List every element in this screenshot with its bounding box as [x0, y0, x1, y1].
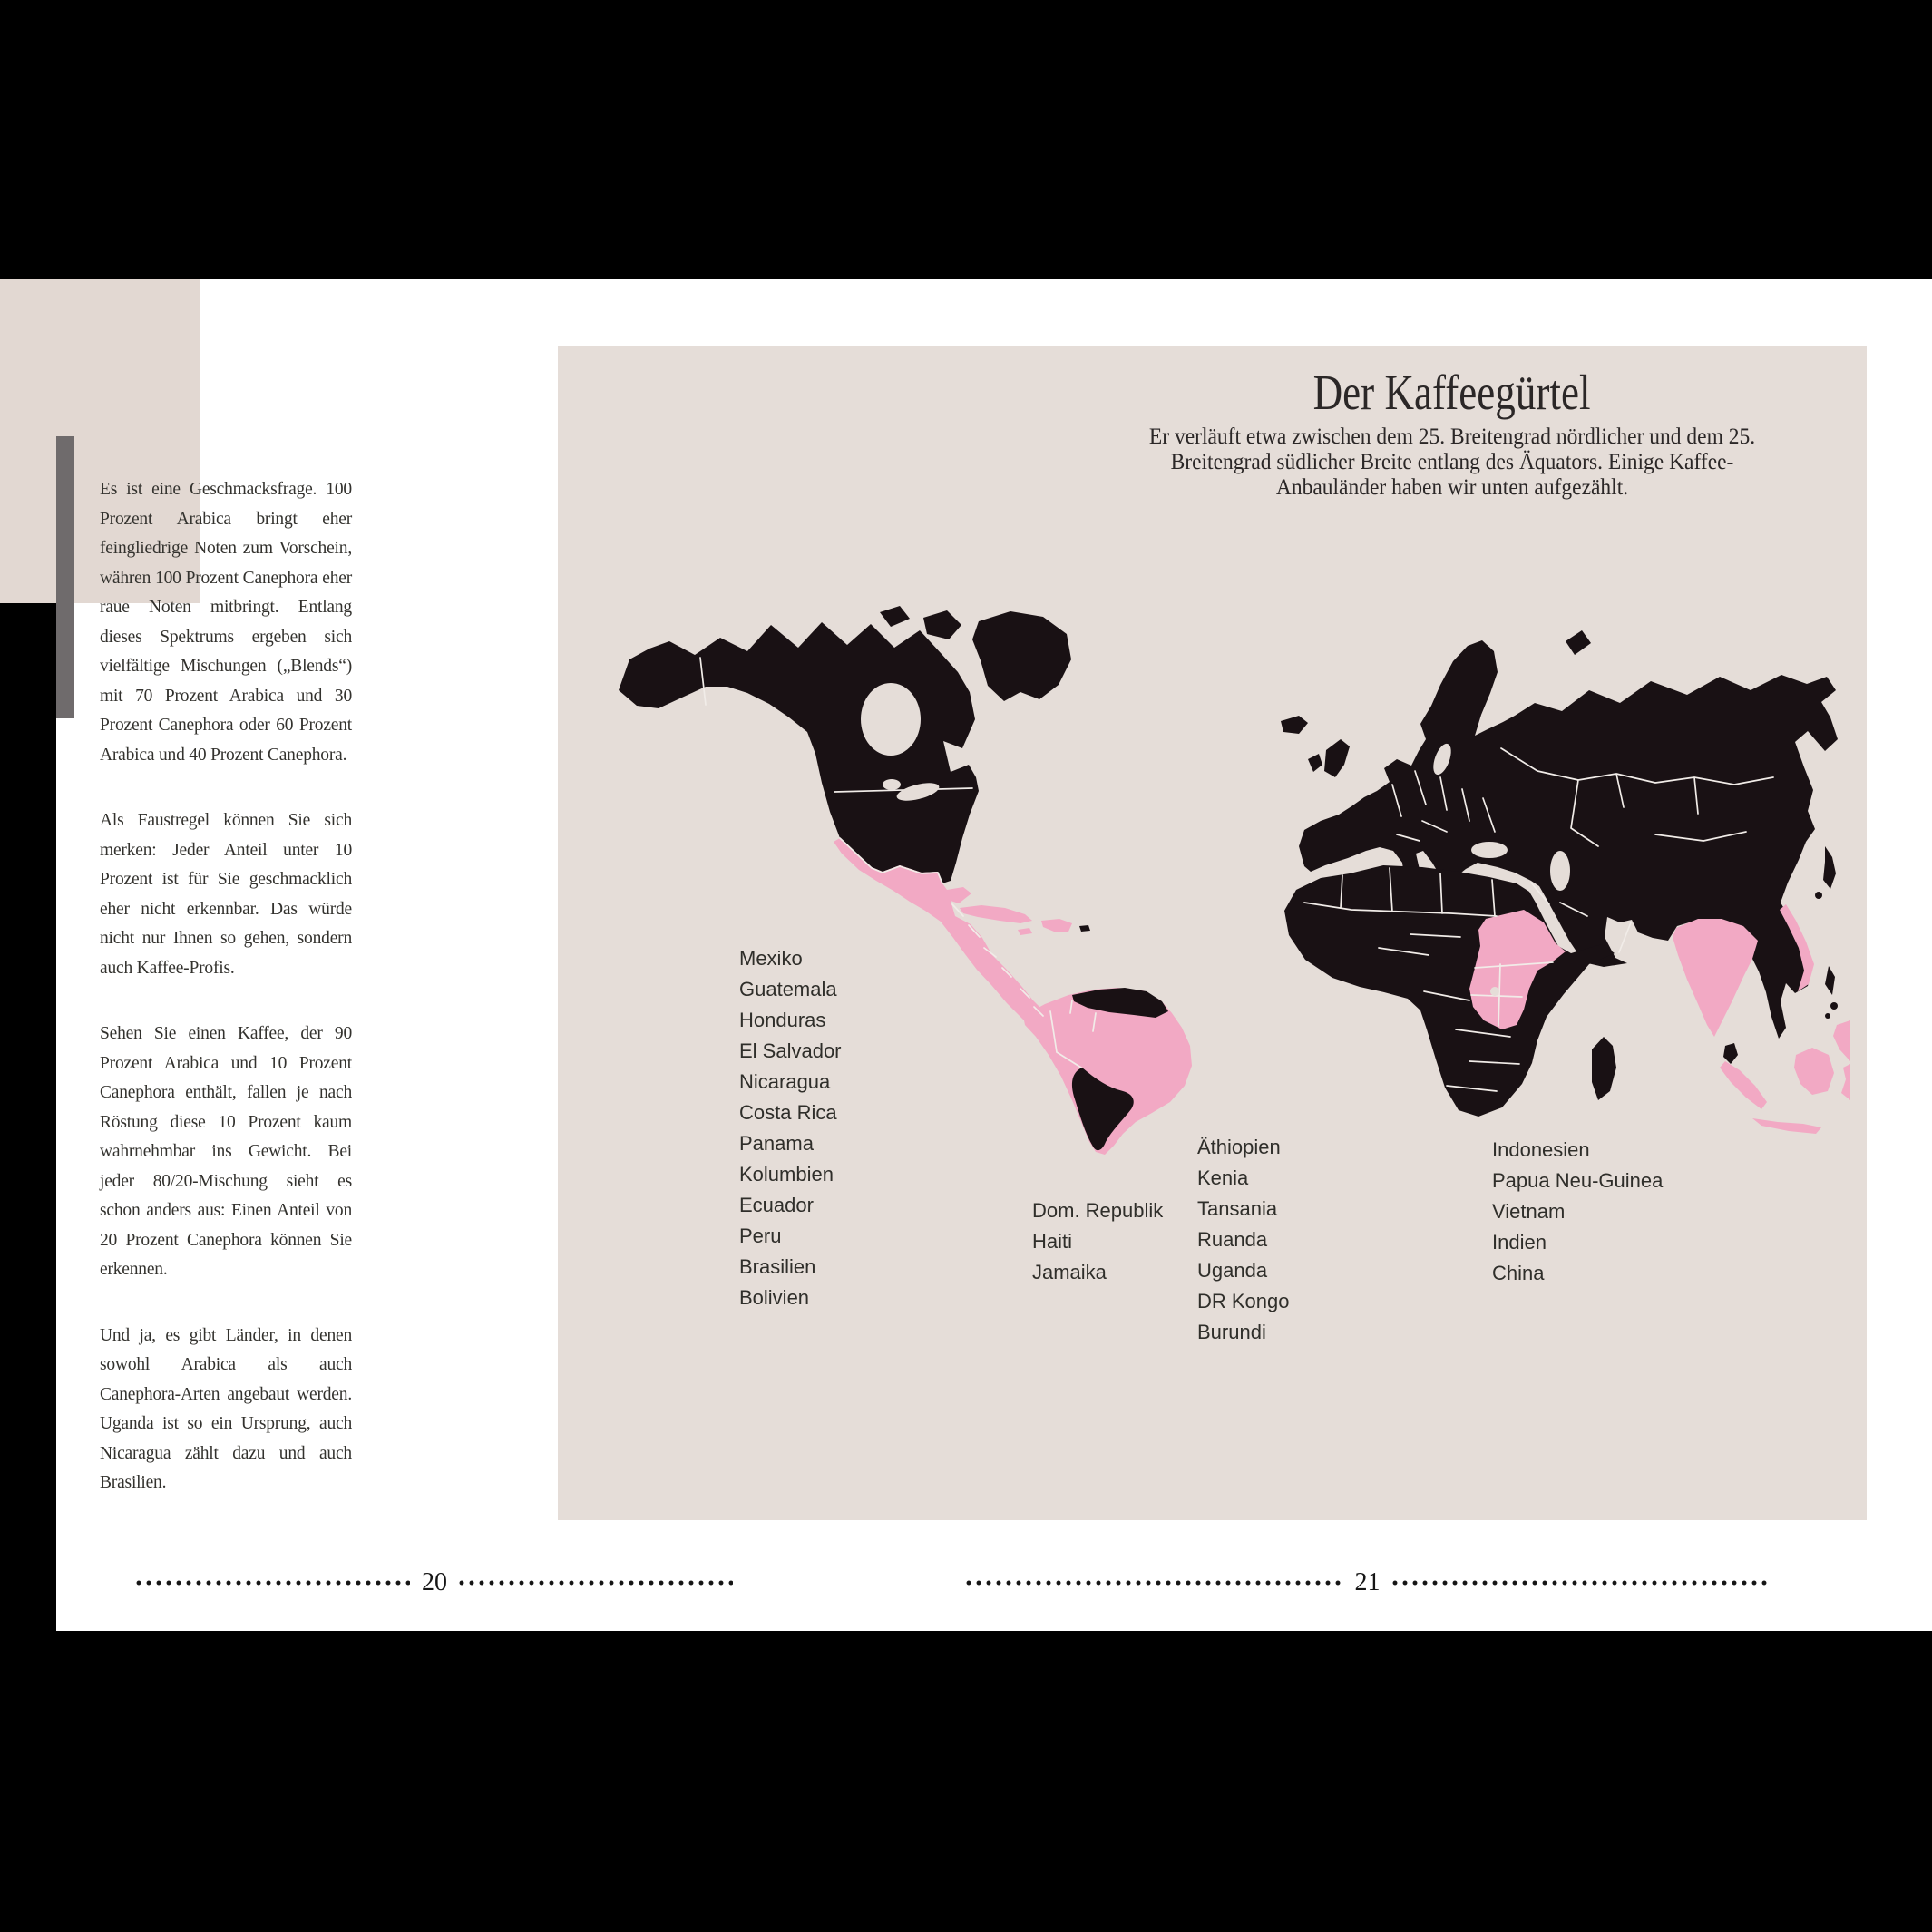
- country-list-asia: [1492, 1135, 1663, 1289]
- philippines: [1825, 966, 1835, 995]
- country-item: Ecuador: [739, 1194, 814, 1216]
- hispaniola-highlight: [1041, 919, 1072, 932]
- map-header: [1093, 366, 1811, 501]
- dotted-rule: [459, 1580, 733, 1586]
- page-title: Der Kaffeegürtel: [1313, 365, 1591, 420]
- puerto-rico: [1079, 925, 1090, 932]
- island: [1825, 1013, 1830, 1019]
- continent-north-america: [619, 622, 979, 883]
- country-item: Jamaika: [1032, 1261, 1107, 1283]
- page-number-right: 21: [1354, 1568, 1381, 1596]
- country-item: Brasilien: [739, 1255, 816, 1278]
- gray-accent-bar: [56, 436, 74, 718]
- page-number-left: 20: [422, 1568, 447, 1596]
- country-item: Mexiko: [739, 947, 803, 970]
- country-item: Costa Rica: [739, 1101, 837, 1124]
- country-item: Burundi: [1197, 1321, 1266, 1343]
- country-list-africa: [1197, 1132, 1290, 1348]
- dotted-rule: [966, 1580, 1343, 1586]
- country-item: Papua Neu-Guinea: [1492, 1169, 1664, 1192]
- arctic-islands: [880, 606, 910, 627]
- subtitle-line: Er verläuft etwa zwischen dem 25. Breitengrad nördlicher und dem 25.: [1148, 424, 1756, 449]
- body-paragraph: Es ist eine Geschmacksfrage. 100 Prozent Arabica bringt eher feingliedrige Noten zum Vorschein, währen 100 Prozent Canephora eher raue Noten mitbringt. Entlang dieses Spektrums ergeben sich vielfältige Mischungen („Blends“) mit 70 Prozent Arabica und 30 Prozent Canephora oder 60 Prozent Arabica und 40 Prozent Canephora.: [100, 480, 352, 765]
- java-highlight: [1752, 1118, 1821, 1134]
- top-frame-bar: [0, 0, 1932, 279]
- country-list-americas: [739, 943, 842, 1313]
- arctic-islands: [923, 610, 961, 639]
- borneo-highlight: [1794, 1048, 1834, 1095]
- country-item: Kenia: [1197, 1166, 1249, 1189]
- greenland: [972, 611, 1071, 701]
- japan-island: [1815, 892, 1822, 899]
- sri-lanka: [1723, 1043, 1738, 1064]
- body-paragraph: Sehen Sie einen Kaffee, der 90 Prozent Arabica und 10 Prozent Canephora enthält, fallen je nach Röstung diese 10 Prozent kaum wahrnehmbar ins Gewicht. Bei jeder 80/20-Mischung sieht es schon anders aus: Einen Anteil von 20 Prozent Canephora können Sie erkennen.: [100, 1024, 352, 1279]
- japan: [1823, 846, 1836, 889]
- country-item: Honduras: [739, 1009, 826, 1031]
- country-item: Bolivien: [739, 1286, 810, 1309]
- country-item: Ruanda: [1197, 1228, 1268, 1251]
- hudson-bay: [861, 683, 921, 756]
- page-subtitle: [1115, 424, 1790, 501]
- country-item: Indien: [1492, 1231, 1547, 1254]
- country-item: Nicaragua: [739, 1070, 831, 1093]
- india-highlight: [1673, 919, 1758, 1037]
- footer-right-page: [966, 1567, 1769, 1598]
- country-item: Tansania: [1197, 1197, 1278, 1220]
- philippines-island: [1830, 1002, 1838, 1010]
- dotted-rule: [1392, 1580, 1770, 1586]
- ireland: [1308, 754, 1322, 772]
- country-item: China: [1492, 1262, 1545, 1284]
- body-paragraph: Als Faustregel können Sie sich merken: Jeder Anteil unter 10 Prozent ist für Sie geschmacklich eher nicht erkennbar. Das würde nicht nur Ihnen so gehen, sondern auch Kaffee-Profis.: [100, 811, 352, 978]
- country-item: Dom. Republik: [1032, 1199, 1164, 1222]
- jamaica-highlight: [1018, 928, 1032, 935]
- left-page-body-text: [100, 475, 352, 1535]
- country-item: Kolumbien: [739, 1163, 834, 1186]
- cuba-highlight: [960, 905, 1032, 923]
- footer-left-page: [136, 1567, 733, 1598]
- country-item: DR Kongo: [1197, 1290, 1290, 1312]
- great-lakes: [883, 779, 901, 790]
- black-sea: [1471, 842, 1508, 858]
- subtitle-line: Anbauländer haben wir unten aufgezählt.: [1275, 474, 1629, 500]
- papua-new-guinea-highlight: [1833, 1020, 1850, 1061]
- dotted-rule: [136, 1580, 410, 1586]
- sumatra-highlight: [1720, 1061, 1767, 1109]
- country-item: Indonesien: [1492, 1138, 1590, 1161]
- caspian-sea: [1550, 851, 1570, 891]
- country-item: El Salvador: [739, 1039, 842, 1062]
- iceland: [1281, 716, 1308, 734]
- country-item: Uganda: [1197, 1259, 1268, 1282]
- country-list-caribbean: [1032, 1195, 1163, 1288]
- sulawesi-highlight: [1841, 1064, 1850, 1100]
- lake-victoria: [1490, 987, 1499, 996]
- country-item: Vietnam: [1492, 1200, 1566, 1223]
- country-item: Peru: [739, 1225, 782, 1247]
- country-item: Haiti: [1032, 1230, 1073, 1253]
- country-item: Guatemala: [739, 978, 837, 1000]
- country-item: Panama: [739, 1132, 814, 1155]
- country-item: Äthiopien: [1197, 1136, 1281, 1158]
- madagascar: [1592, 1037, 1616, 1100]
- body-paragraph: Und ja, es gibt Länder, in denen sowohl Arabica als auch Canephora-Arten angebaut werden. Uganda ist so ein Ursprung, auch Nicaragua zählt dazu und auch Brasilien.: [100, 1325, 352, 1492]
- novaya-zemlya: [1566, 630, 1591, 655]
- british-isles: [1324, 739, 1350, 777]
- subtitle-line: Breitengrad südlicher Breite entlang des Äquators. Einige Kaffee-: [1170, 449, 1734, 474]
- bottom-frame-bar: [0, 1631, 1932, 1932]
